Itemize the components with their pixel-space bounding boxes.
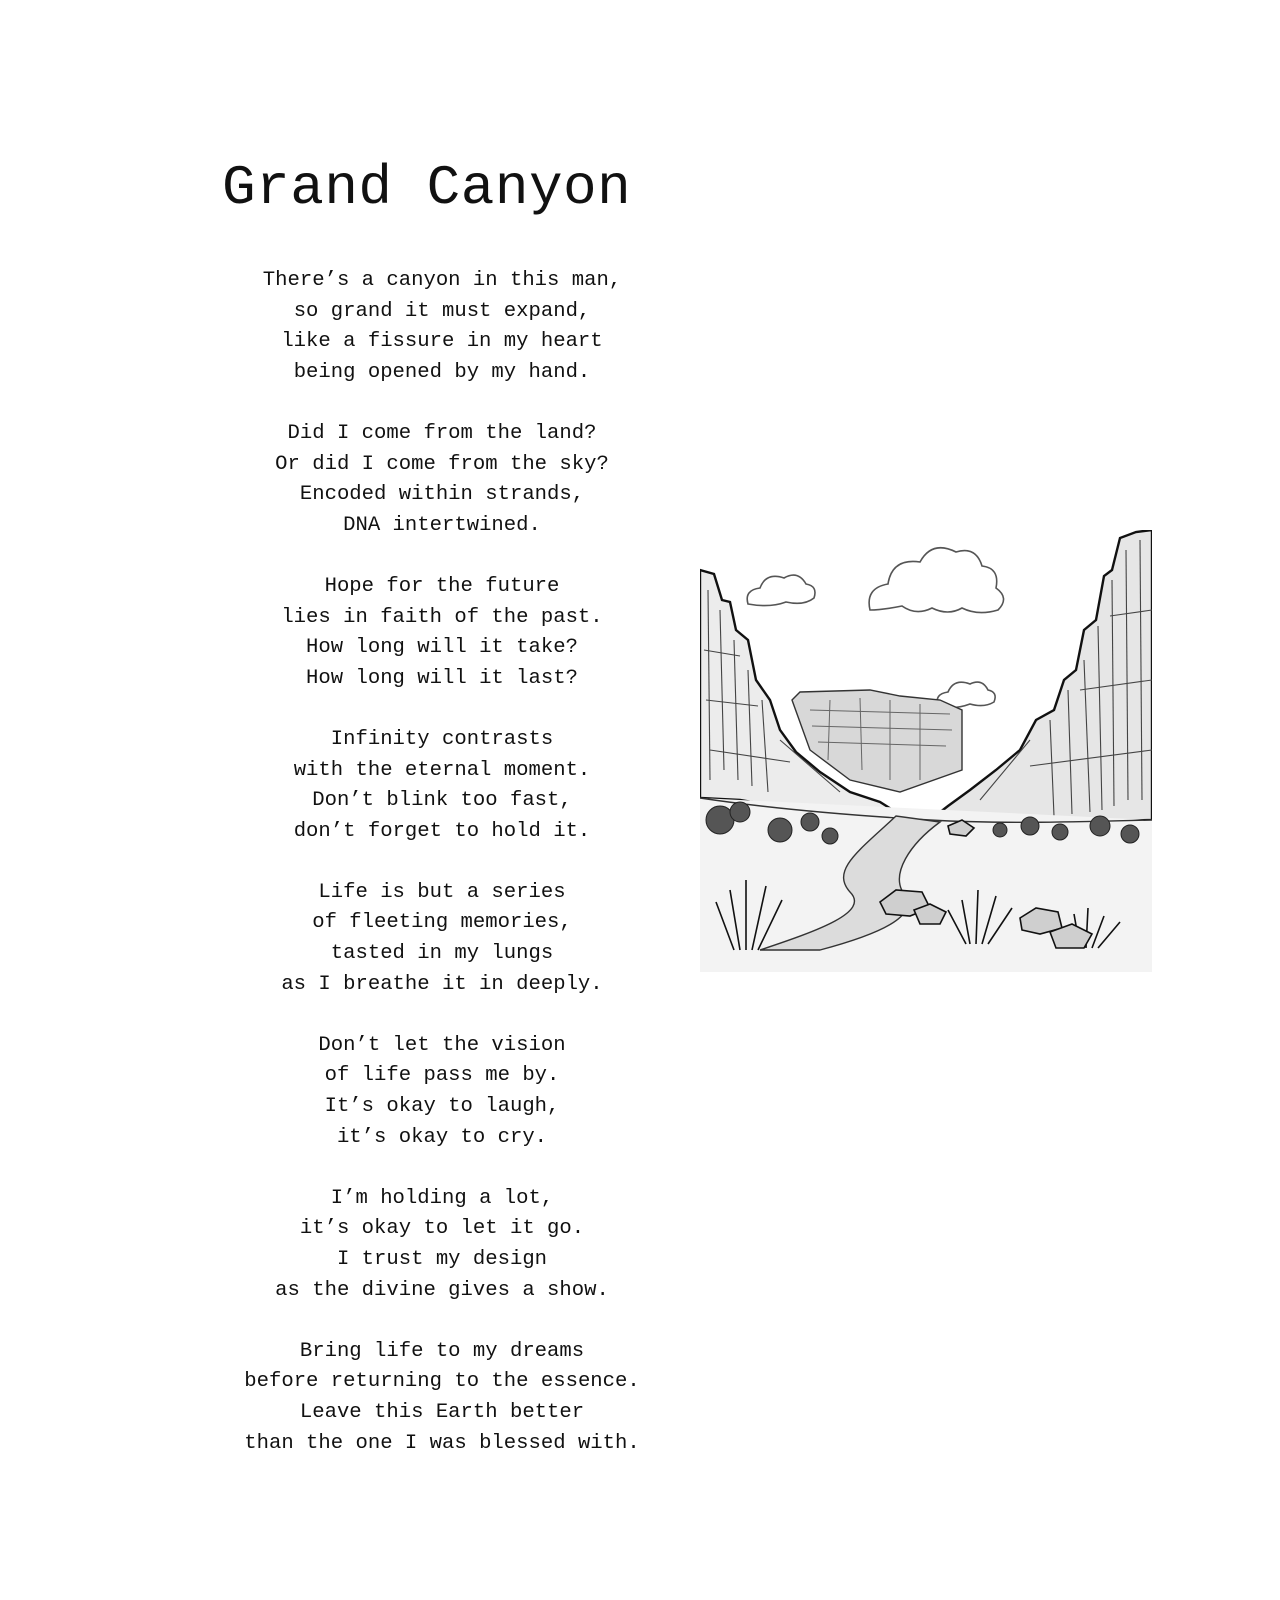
poem-line: than the one I was blessed with.: [244, 1431, 640, 1455]
poem-line: before returning to the essence.: [244, 1370, 640, 1394]
poem-line: don’t forget to hold it.: [293, 819, 591, 843]
poem-line: it’s okay to let it go.: [299, 1217, 585, 1241]
poem-line: it’s okay to cry.: [336, 1125, 548, 1149]
canyon-sketch-illustration: [700, 530, 1152, 972]
poem-body: [222, 266, 662, 1490]
poem-line: I trust my design: [336, 1248, 548, 1271]
poem-line: Encoded within strands,: [299, 483, 585, 507]
poem-line: of life pass me by.: [324, 1064, 560, 1088]
poem-line: as the divine gives a show.: [275, 1278, 609, 1302]
poem-line: I’m holding a lot,: [330, 1186, 554, 1210]
poem-line: Infinity contrasts: [330, 727, 554, 751]
stanza-2: [222, 419, 662, 541]
poem-line: like a fissure in my heart: [281, 330, 603, 354]
poem-line: Don’t blink too fast,: [312, 789, 572, 813]
poem-line: It’s okay to laugh,: [324, 1095, 560, 1119]
poem-line: tasted in my lungs: [330, 942, 554, 966]
poem-line: Or did I come from the sky?: [275, 452, 609, 476]
poem-line: with the eternal moment.: [293, 758, 591, 782]
poem-line: lies in faith of the past.: [281, 605, 603, 629]
poem-title: Grand Canyon: [222, 156, 632, 220]
stanza-8: [222, 1337, 662, 1459]
poem-line: Did I come from the land?: [287, 421, 597, 445]
poem-line: Leave this Earth better: [299, 1400, 585, 1424]
poem-line: How long will it last?: [306, 666, 578, 690]
poem-line: How long will it take?: [306, 636, 578, 660]
stanza-5: [222, 878, 662, 1000]
stanza-3: [222, 572, 662, 694]
poem-line: There’s a canyon in this man,: [262, 269, 622, 292]
poem-line: as I breathe it in deeply.: [281, 972, 603, 996]
poem-line: of fleeting memories,: [312, 911, 572, 935]
stanza-6: [222, 1031, 662, 1153]
poem-line: being opened by my hand.: [293, 360, 591, 384]
stanza-4: [222, 725, 662, 847]
canyon-sketch-icon: [700, 530, 1152, 972]
poem-line: Bring life to my dreams: [299, 1339, 585, 1363]
poem-line: DNA intertwined.: [343, 513, 541, 537]
stanza-7: [222, 1184, 662, 1306]
poem-line: Life is but a series: [318, 880, 566, 904]
poem-line: Don’t let the vision: [318, 1033, 566, 1057]
poem-line: Hope for the future: [324, 574, 560, 598]
stanza-1: [222, 266, 662, 388]
poem-line: so grand it must expand,: [293, 299, 591, 323]
